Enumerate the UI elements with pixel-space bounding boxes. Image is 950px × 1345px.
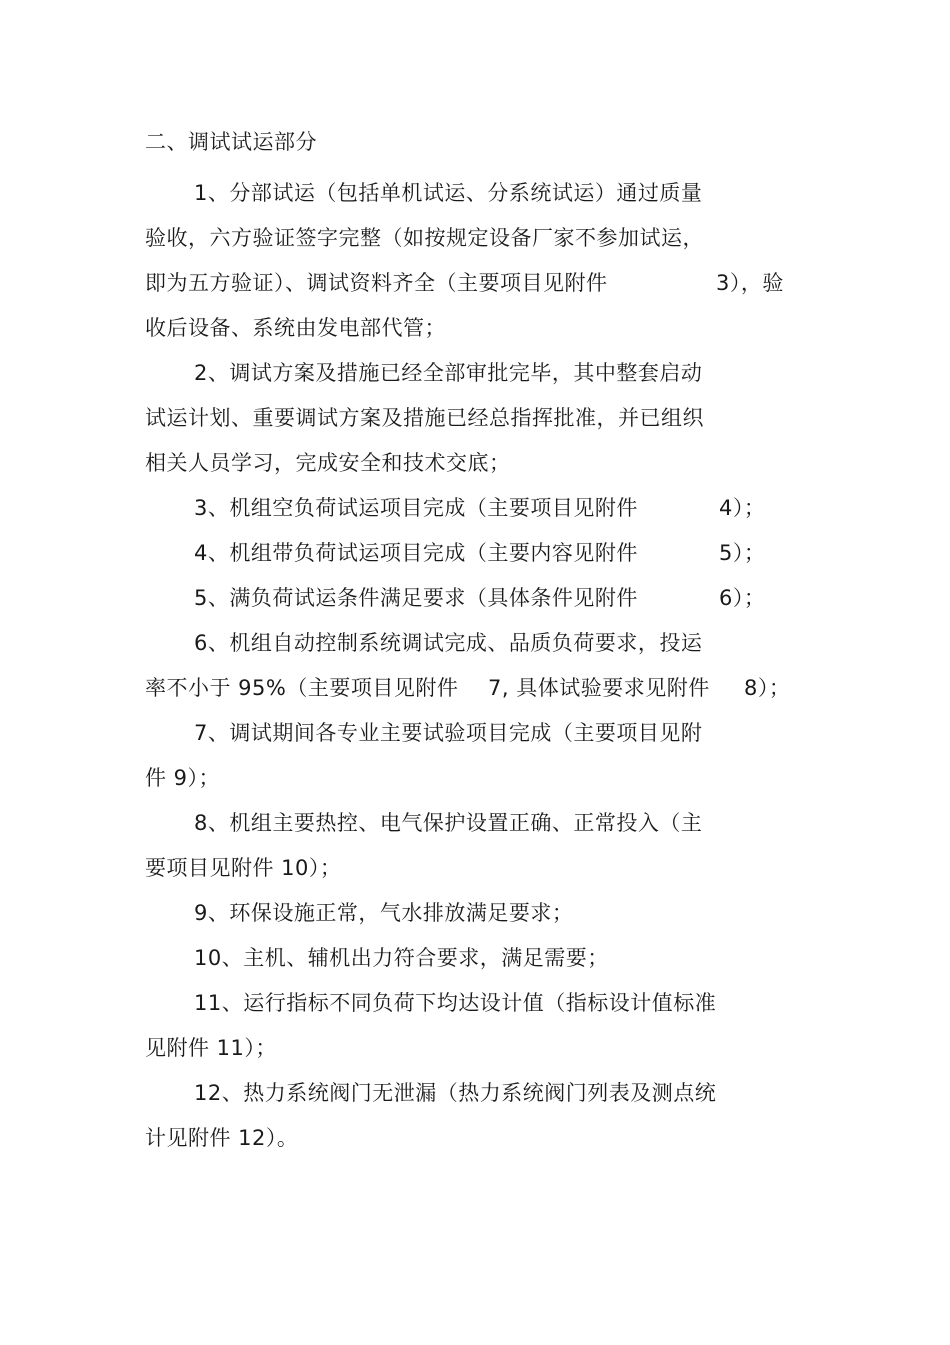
item-7-line-2: 件 9）； [145, 766, 221, 790]
item-11-line-2: 见附件 11）； [145, 1036, 277, 1060]
item-6-line-1: 6、机组自动控制系统调试完成、品质负荷要求，投运 [194, 631, 703, 655]
item-12-line-2: 计见附件 12）。 [145, 1126, 299, 1150]
item-8-line-2: 要项目见附件 10）； [145, 856, 342, 880]
item-12-line-1: 12、热力系统阀门无泄漏（热力系统阀门列表及测点统 [194, 1081, 717, 1105]
item-11-line-1: 11、运行指标不同负荷下均达设计值（指标设计值标准 [194, 991, 717, 1015]
item-6-line-2-mid: 7, 具体试验要求见附件 [488, 676, 710, 700]
item-1-line-4: 收后设备、系统由发电部代管； [145, 316, 446, 340]
item-1-line-3-ref: 3），验 [716, 271, 784, 295]
item-9-line-1: 9、环保设施正常，气水排放满足要求； [194, 901, 574, 925]
item-5-ref: 6）； [719, 586, 766, 610]
item-4-line-1: 4、机组带负荷试运项目完成（主要内容见附件 [194, 541, 638, 565]
item-2-line-1: 2、调试方案及措施已经全部审批完毕，其中整套启动 [194, 361, 703, 385]
item-2-line-3: 相关人员学习，完成安全和技术交底； [145, 451, 511, 475]
item-1-line-2: 验收，六方验证签字完整（如按规定设备厂家不参加试运， [145, 226, 704, 250]
item-1-line-1: 1、分部试运（包括单机试运、分系统试运）通过质量 [194, 181, 703, 205]
section-title: 二、调试试运部分 [145, 130, 317, 154]
item-1-line-3: 即为五方验证）、调试资料齐全（主要项目见附件 [145, 271, 608, 295]
item-2-line-2: 试运计划、重要调试方案及措施已经总指挥批准，并已组织 [145, 406, 704, 430]
item-3-line-1: 3、机组空负荷试运项目完成（主要项目见附件 [194, 496, 638, 520]
item-4-ref: 5）； [719, 541, 766, 565]
item-6-line-2-end: 8）； [744, 676, 791, 700]
item-5-line-1: 5、满负荷试运条件满足要求（具体条件见附件 [194, 586, 638, 610]
item-10-line-1: 10、主机、辅机出力符合要求，满足需要； [194, 946, 609, 970]
item-7-line-1: 7、调试期间各专业主要试验项目完成（主要项目见附 [194, 721, 703, 745]
item-8-line-1: 8、机组主要热控、电气保护设置正确、正常投入（主 [194, 811, 703, 835]
item-6-line-2: 率不小于 95%（主要项目见附件 [145, 676, 459, 700]
item-3-ref: 4）； [719, 496, 766, 520]
